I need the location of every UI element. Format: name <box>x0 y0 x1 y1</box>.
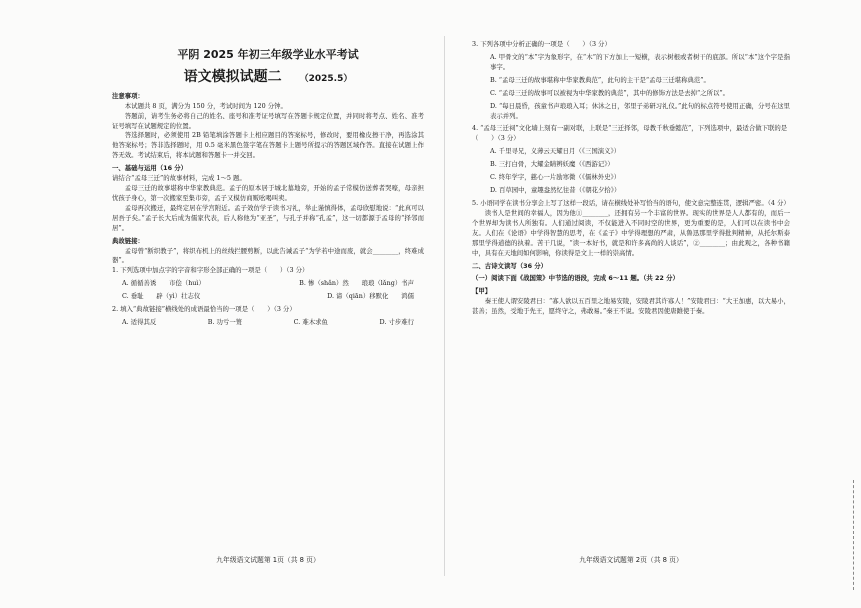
page-footer: 九年级语文试题第 1页（共 8 页） <box>216 556 320 565</box>
q1-option-c: C. 垂耻 辟（yì）壮志仪 <box>122 292 201 301</box>
question-1: 1. 下列选项中加点字的字音和字形全部正确的一项是（ ）（3 分） <box>112 266 309 275</box>
classical-passage: 秦王使人谓安陵君曰：“寡人欲以五百里之地易安陵，安陵君其许寡人！”安陵君曰：“大王加惠，以大易小，甚善；虽然，受地于先王，愿终守之，弗敢易。”秦王不说。安陵君因使唐雎使于秦。 <box>472 297 790 316</box>
note-line: 本试题共 8 页，满分为 150 分，考试时间为 120 分钟。 <box>124 101 287 110</box>
section-intro: 请结合“孟母三迁”的故事材料，完成 1～5 题。 <box>112 174 246 183</box>
page-divider <box>444 36 445 576</box>
paper-title-text: 语文模拟试题二 <box>183 69 282 86</box>
exam-title: 平阴 2025 年初三年级学业水平考试 <box>177 48 359 61</box>
q1-options-row <box>112 279 424 289</box>
q2-option-a: A. 适得其反 <box>122 318 157 327</box>
q2-option-b: B. 功亏一篑 <box>207 318 243 327</box>
q4-option-a: A. 千里寻兄，义薄云天耀日月（《三国演义》） <box>490 147 621 156</box>
q2-option-c: C. 难木求鱼 <box>293 318 328 327</box>
note-line: 答选择题时，必须使用 2B 铅笔填涂答题卡上相应题目的答案标号，修改时，要用橡皮擦干净，再选涂其他答案标号；答非选择题时，用 0.5 毫米黑色签字笔在答题卡上题号所提示的答题区域作答。直接在试题上作答无效。考试结束后，将本试题和答题卡一并交回。 <box>112 131 424 160</box>
binding-dashed-line <box>853 480 855 590</box>
q3-option-c: C. “孟母三迁的故事可以被视为中华家教的典范”，其中的修饰方法是去掉“之所以”。 <box>490 88 730 97</box>
q1-option-b: B. 惨（shǎn）然 琅琅（lǎng）书声 <box>299 279 414 288</box>
page-two <box>472 40 790 580</box>
question-5: 5. 小语同学在读书分享会上写了这样一段话，请在横线处补写恰当的语句，使文意完整连贯，逻辑严密。（4 分） <box>472 198 790 207</box>
q1-option-d: D. 谛（qiān）移默化 鸿儒 <box>327 292 414 301</box>
section-heading: 二、古诗文读写（36 分） <box>472 261 548 270</box>
q5-passage: 读书人是世间的幸福人，因为他①________，还拥有另一个丰富的世界。现实的世界是人人都有的，而后一个世界却为读书人所独有。人们通过阅读，不仅能进入不同时空的世界，更为重要的是，人们可以在读书中会友。人们在《论语》中学得智慧的思考，在《孟子》中学得理想的严肃，从鲁迅那里学得批判精神，从托尔斯泰那里学得道德的执着。苦干几说，“读一本好书，就是和许多高尚的人谈话”，②________；由此观之，各种书籍中，具有在天地间如何影响，你读得是文上一样的崇高情。 <box>472 208 790 257</box>
notes-heading: 注意事项： <box>112 91 144 100</box>
paper-date: （2025.5） <box>299 74 353 85</box>
story-paragraph: 孟母再次搬迁，最终定居在学宫附近。孟子效仿学子读书习礼，举止谨慎得体，孟母欣慰地说：“此真可以居吾子矣。”孟子长大后成为儒家代表，后人称他为“亚圣”，与孔子并称“孔孟”，这一切都源于孟母的“择邻而居”。 <box>112 203 424 232</box>
link-heading: 典故链接： <box>112 236 144 245</box>
q1-options-row <box>112 292 424 302</box>
question-3: 3. 下列各项中分析正确的一项是（ ）（3 分） <box>472 40 611 48</box>
story-paragraph: 孟母三迁的故事堪称中华家教典范。孟子的原本居于城北墓地旁，开始的孟子常模仿送葬者哭嚎，母亲担忧孩子身心，第一次搬家至集市旁，孟子又模仿商贩吆喝叫卖。 <box>112 184 424 202</box>
q2-options-row <box>112 318 424 328</box>
question-4: 4. “孟母三迁祠”文化墙上刻有一副对联，上联是“三迁择邻，母教千秋垂懿范”，下列选项中，最适合做下联的是（ ）（3 分） <box>472 124 788 143</box>
q2-option-d: D. 寸步难行 <box>379 318 414 327</box>
q3-option-a: A. 甲骨文的“本”字为象形字，在“木”的下方加上一短横，表示树根或者树干的底部。所以“本”这个字是指事字。 <box>490 52 790 71</box>
q4-option-d: D. 百草园中，童趣盎然忆往昔（《朝花夕拾》） <box>490 186 621 195</box>
subsection-heading: （一）阅读下面《战国策》中节选的语段，完成 6～11 题。（共 22 分） <box>472 274 679 283</box>
q1-option-a: A. 循循善诱 市侩（huì） <box>122 279 205 288</box>
note-line: 答题前，请考生务必将自己的姓名、座号和准考证号填写在答题卡规定位置，并同时将考点、姓名、准考证号填写在试题规定的位置。 <box>112 111 424 130</box>
link-text: 孟母曾“断织教子”，将织布机上的丝线拦腰剪断，以此告诫孟子“为学若中途而废，就会________，终难成器”。 <box>112 246 424 265</box>
section-heading: 一、基础与运用（16 分） <box>112 164 188 173</box>
page-footer: 九年级语文试题第 2页（共 8 页） <box>579 556 683 565</box>
q4-option-b: B. 三打白骨，大耀金睛辨妖魔（《西游记》） <box>490 160 614 169</box>
paper-title <box>112 67 424 89</box>
question-2: 2. 填入“典故链接”横线处的成语最恰当的一项是（ ）（3 分） <box>112 305 296 314</box>
q3-option-b: B. “孟母三迁的故事堪称中华家教典范”，此句的主干是“孟母三迁堪称典范”。 <box>490 75 710 84</box>
q3-option-d: D. “每日晨昏，孩童书声琅琅入耳；休沐之日，邻里子弟研习礼仪。”此句的标点符号使用正确，分号在这里表示并列。 <box>490 101 790 120</box>
page-one <box>112 40 424 580</box>
part-label: 【甲】 <box>472 287 492 296</box>
q4-option-c: C. 终年学字，慈心一片励寒微（《儒林外史》） <box>490 173 621 182</box>
